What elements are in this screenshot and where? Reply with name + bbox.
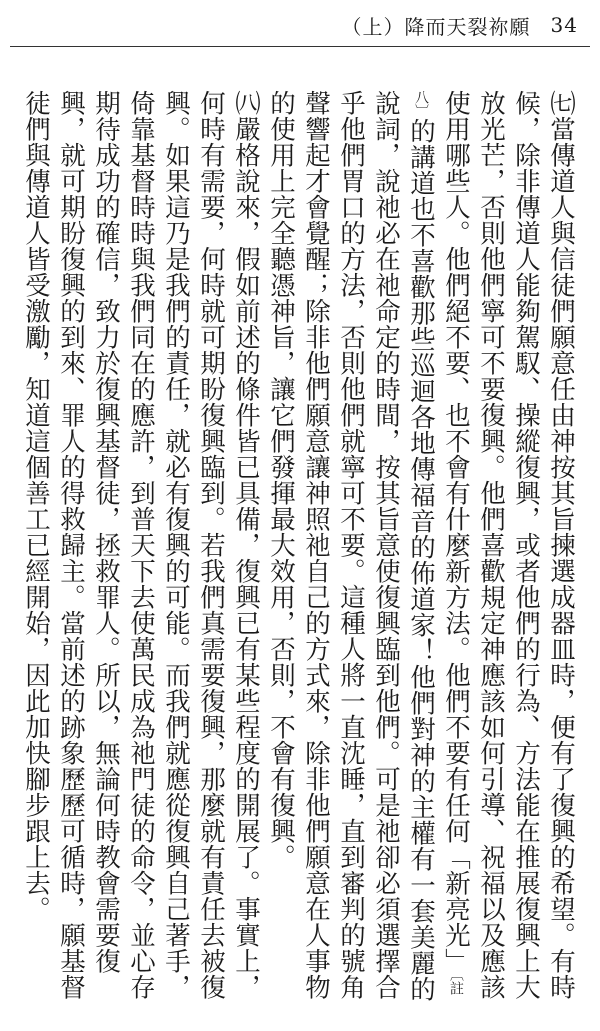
- paragraph-7-text: ㈦當傳道人與信徒們願意任由神按其旨揀選成器皿時，便有了復興的希望。有時候，除非傳道人能夠駕馭、操縱復興，或者他們的行為、方法能在推展復興上大放光芒，否則他們寧可不要復興。他們喜歡規定神應該如何引導、祝福以及應該使用哪些人。他們絕不要、也不會有什麼新方法。他們不要有任何「新亮光」: [441, 90, 576, 1000]
- paragraph-8-text: ㈧嚴格說來，假如前述的條件皆已具備，復興已有某些程度的開展了。事實上，何時有需要，何時就可期盼復興臨到。若我們真需要復興，那麼就有責任去被復興。如果這乃是我們的責任，就必有復興的可能。而我們就應從復興自己著手，倚靠基督時時與我們同在的應許，到普天下去使萬民成為祂門徒的命令，並心存期待成功的確信，致力於復興基督徒，拯救罪人。所以，無論何時教會需要復興，就可期盼復興的到來、罪人的得救歸主。當前述的跡象歷歷可循時，願基督徒們與傳道人皆受激勵，知道這個善工已經開始，因此加快腳步跟上去。: [21, 90, 261, 1000]
- paragraph-7-continuation: 的講道也不喜歡那些巡迴各地傳福音的佈道家！他們對神的主權有一套美麗的說詞，說祂必在祂命定的時間，按其旨意使復興臨到他們。可是祂卻必須選擇合乎他們胃口的方法，否則他們就寧可不要。這種人將一直沈睡，直到審判的號角聲響起才會覺醒；除非他們願意讓神照祂自己的方式來，除非他們願意在人事物的使用上完全聽憑神旨，讓它們發揮最大效用，否則，不會有復興。: [266, 90, 436, 1002]
- page-header: [342, 8, 578, 42]
- footnote-ref-8: 〔註八〕: [413, 90, 464, 995]
- header-divider: [10, 46, 590, 47]
- vertical-body-text: [8, 90, 578, 1015]
- running-title: （上）降而天裂祢願: [341, 14, 531, 39]
- page-number: 34: [550, 13, 578, 37]
- paragraph-7: [263, 90, 578, 1015]
- paragraph-8: [18, 90, 263, 1015]
